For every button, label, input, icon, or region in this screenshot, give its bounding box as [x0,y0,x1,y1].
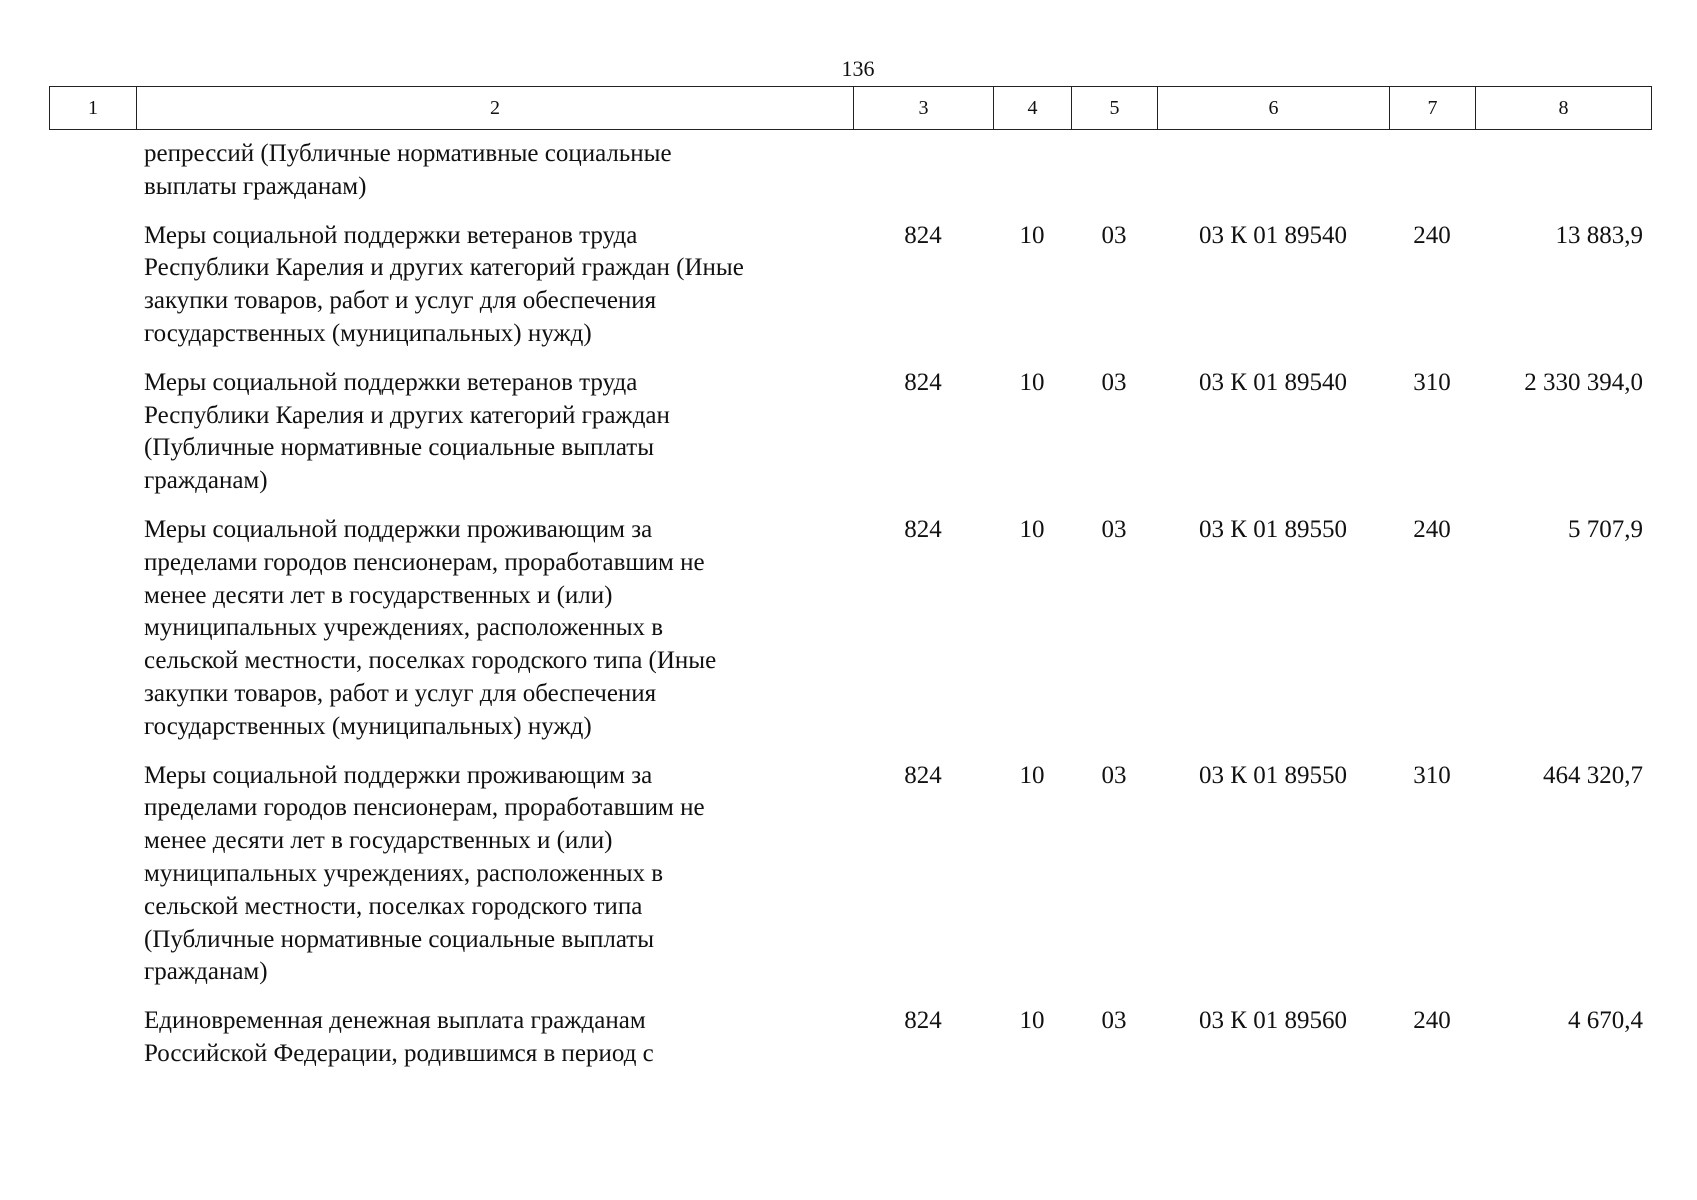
row-description [49,367,853,514]
header-col-3: 3 [854,87,994,130]
header-col-1: 1 [50,87,137,130]
header-col-4: 4 [994,87,1072,130]
row-description [49,514,853,760]
header-col-8: 8 [1476,87,1652,130]
cell-expense-type: 240 [1413,1007,1451,1035]
row-description [49,760,853,1006]
table-row [49,1005,1651,1087]
text-line: (Публичные нормативные социальные выплаты [144,925,655,953]
table-row-continuation [49,138,1651,220]
cell-ministry-code: 824 [904,761,942,789]
cell-section: 10 [1019,368,1045,396]
cell-subsection: 03 [1101,761,1127,789]
cell-amount: 13 883,9 [1555,221,1644,249]
cell-ministry-code: 824 [904,515,942,543]
text-line: государственных (муниципальных) нужд) [144,319,592,347]
cell-target-article: 03 К 01 89550 [1199,761,1347,789]
cell-expense-type: 240 [1413,515,1451,543]
header-col-2: 2 [137,87,854,130]
cell-target-article: 03 К 01 89540 [1199,221,1347,249]
cell-section: 10 [1019,1007,1045,1035]
cell-section: 10 [1019,515,1045,543]
text-line: Меры социальной поддержки проживающим за [144,515,653,543]
text-line: государственных (муниципальных) нужд) [144,712,592,740]
text-line: выплаты гражданам) [144,172,367,200]
text-line: сельской местности, поселках городского типа [144,892,643,920]
cell-amount: 4 670,4 [1568,1007,1644,1035]
table-row [49,760,1651,1006]
cell-expense-type: 240 [1413,221,1451,249]
text-line: пределами городов пенсионерам, проработавшим не [144,794,705,822]
text-line: Меры социальной поддержки ветеранов труда [144,221,638,249]
header-col-7: 7 [1390,87,1476,130]
row-description [49,220,853,367]
text-line: Российской Федерации, родившимся в период с [144,1039,654,1067]
text-line: закупки товаров, работ и услуг для обеспечения [144,679,657,707]
table-row [49,220,1651,367]
cell-section: 10 [1019,761,1045,789]
table-row [49,367,1651,514]
cell-target-article: 03 К 01 89550 [1199,515,1347,543]
text-line: Меры социальной поддержки проживающим за [144,761,653,789]
cell-target-article: 03 К 01 89540 [1199,368,1347,396]
text-line: Республики Карелия и других категорий граждан (Иные [144,254,744,282]
row-description [49,138,1651,220]
text-line: Меры социальной поддержки ветеранов труда [144,368,638,396]
cell-subsection: 03 [1101,515,1127,543]
cell-amount: 464 320,7 [1543,761,1644,789]
cell-amount: 5 707,9 [1568,515,1644,543]
text-line: (Публичные нормативные социальные выплаты [144,434,655,462]
column-number-header [49,86,1652,130]
text-line: гражданам) [144,467,268,495]
cell-ministry-code: 824 [904,368,942,396]
cell-expense-type: 310 [1413,761,1451,789]
text-line: сельской местности, поселках городского типа (Иные [144,647,717,675]
cell-section: 10 [1019,221,1045,249]
cell-subsection: 03 [1101,221,1127,249]
page-number: 136 [841,56,875,81]
cell-expense-type: 310 [1413,368,1451,396]
header-col-6: 6 [1158,87,1390,130]
cell-ministry-code: 824 [904,1007,942,1035]
table-row [49,514,1651,760]
text-line: муниципальных учреждениях, расположенных в [144,859,664,887]
text-line: менее десяти лет в государственных и (или) [144,581,613,609]
text-line: пределами городов пенсионерам, проработавшим не [144,548,705,576]
text-line: Единовременная денежная выплата гражданам [144,1007,646,1035]
text-line: менее десяти лет в государственных и (или) [144,827,613,855]
text-line: репрессий (Публичные нормативные социальные [144,140,672,167]
cell-amount: 2 330 394,0 [1524,368,1644,396]
cell-ministry-code: 824 [904,221,942,249]
budget-table-body [49,138,1651,1087]
cell-subsection: 03 [1101,368,1127,396]
text-line: гражданам) [144,958,268,986]
text-line: закупки товаров, работ и услуг для обеспечения [144,287,657,315]
text-line: муниципальных учреждениях, расположенных в [144,614,664,642]
cell-subsection: 03 [1101,1007,1127,1035]
header-col-5: 5 [1072,87,1158,130]
cell-target-article: 03 К 01 89560 [1199,1007,1347,1035]
row-description [49,1005,853,1087]
text-line: Республики Карелия и других категорий граждан [144,401,670,429]
